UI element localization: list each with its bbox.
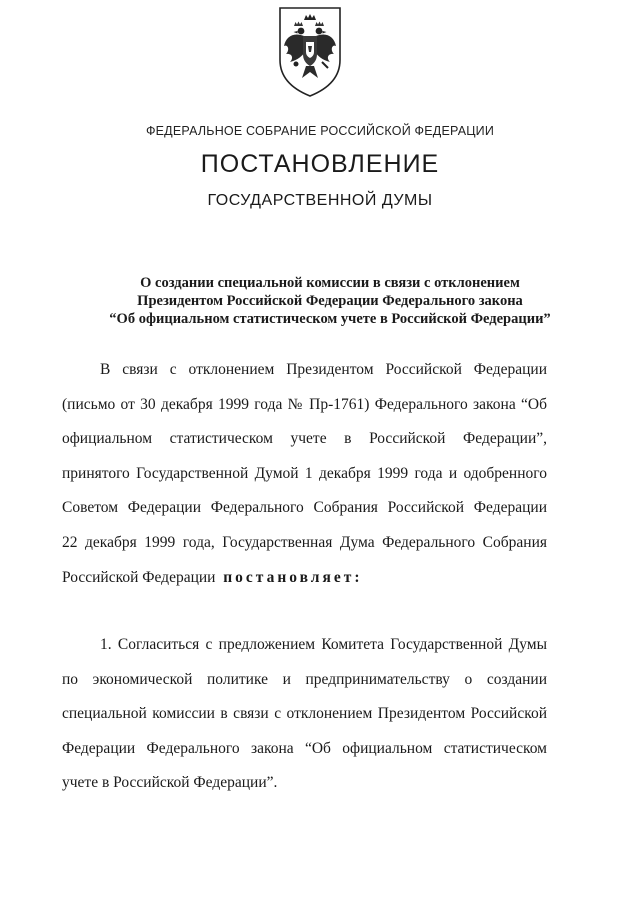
issuer-name: ГОСУДАРСТВЕННОЙ ДУМЫ (207, 192, 433, 209)
preamble-paragraph (62, 353, 547, 595)
preamble-line: Советом Федерации Федерального Собрания Российской Федерации (62, 499, 547, 517)
item-1-line: 1. Согласиться с предложением Комитета Государственной Думы (100, 636, 547, 653)
item-1-line: специальной комиссии в связи с отклонением Президентом Российской (62, 705, 547, 723)
preamble-line: (письмо от 30 декабря 1999 года № Пр-1761) Федерального закона “Об (62, 395, 547, 413)
item-1-paragraph (62, 628, 547, 801)
preamble-line: принятого Государственной Думой 1 декабря 1999 года и одобренного (62, 464, 547, 482)
preamble-line: В связи с отклонением Президентом Российской Федерации (100, 361, 547, 378)
item-1-line: Федерации Федерального закона “Об официальном статистическом (62, 739, 547, 757)
title-line: Президентом Российской Федерации Федерального закона (137, 293, 523, 309)
title-line: “Об официальном статистическом учете в Российской Федерации” (109, 311, 551, 327)
preamble-final-line (62, 561, 547, 596)
preamble-end-text: Российской Федерации (62, 568, 216, 586)
document-type: ПОСТАНОВЛЕНИЕ (200, 150, 440, 178)
document-title (60, 274, 600, 328)
coat-of-arms-emblem-icon (276, 6, 344, 98)
decree-word: постановляет: (223, 568, 363, 586)
title-line: О создании специальной комиссии в связи с отклонением (140, 275, 520, 291)
preamble-line: 22 декабря 1999 года, Государственная Дума Федерального Собрания (62, 533, 547, 551)
item-1-line: учете в Российской Федерации”. (62, 774, 278, 792)
organization-header: ФЕДЕРАЛЬНОЕ СОБРАНИЕ РОССИЙСКОЙ ФЕДЕРАЦИИ (145, 124, 495, 138)
preamble-line: официальном статистическом учете в Российской Федерации”, (62, 430, 547, 448)
item-1-line: по экономической политике и предпринимательству о создании (62, 670, 547, 688)
